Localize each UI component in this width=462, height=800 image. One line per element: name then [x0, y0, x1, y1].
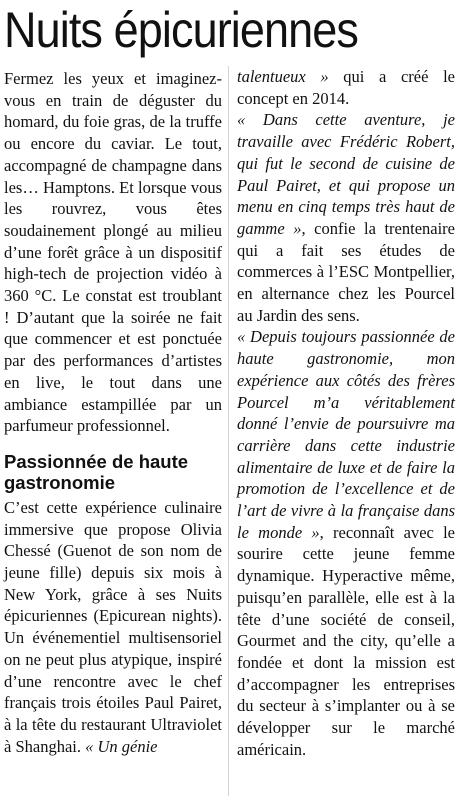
continued-paragraph — [237, 66, 455, 109]
continued-text: qui a créé le concept en 2014. — [237, 67, 455, 108]
headline: Nuits épicuriennes — [4, 2, 358, 58]
quote-start: « Un génie — [85, 736, 158, 756]
body-paragraph — [4, 497, 222, 757]
quote-chef: « Dans cette aventure, je travaille avec Frédéric Robert, qui fut le second de cuisine de Paul Pairet, et qui propose un menu en cinq temps très haut de gamme » — [237, 110, 455, 238]
right-column — [237, 66, 455, 761]
subheading: Passionnée de haute gastronomie — [4, 450, 189, 493]
left-column — [4, 68, 222, 757]
quote-continuation: talentueux » — [237, 67, 329, 86]
quote-passion: « Depuis toujours passionnée de haute gastronomie, mon expérience aux côtés des frères Pourcel m’a véritablement donné l’envie de poursuivre ma carrière dans cette industrie alimentaire de luxe et de faire la promotion de l’excellence et de l’art de vivre à la française dans le monde » — [237, 327, 455, 542]
quote-paragraph-1 — [237, 109, 455, 326]
quote-paragraph-2 — [237, 326, 455, 760]
body-paragraph-text: C’est cette expérience culinaire immersive que propose Olivia Chessé (Guenot de son nom de jeune fille) depuis six mois à New York, grâce à ses Nuits épicuriennes (Epicurean nights). Un événementiel multisensoriel on ne peut plus atypique, inspiré d’une rencontre avec le chef français trois étoiles Paul Pairet, à la tête du restaurant Ultraviolet à Shanghai. — [4, 497, 222, 756]
attribution-text-2: , reconnaît avec le sourire cette jeune femme dynamique. Hyperactive même, puisqu’en parallèle, elle est à la tête d’une société de conseil, Gourmet and the city, qu’elle a fondée et dont la mission est d’accompagner les entreprises du secteur à s’implanter ou à se développer sur le marché américain. — [237, 522, 455, 759]
attribution-text-1: , confie la trentenaire qui a fait ses études de commerces à l’ESC Montpellier, en alternance chez les Pourcel au Jardin des sens. — [237, 218, 456, 325]
intro-paragraph: Fermez les yeux et imaginez-vous en train de déguster du homard, du foie gras, de la truffe ou encore du caviar. Le tout, accompagné de champagne dans les… Hamptons. Et lorsque vous les rouvrez, vous êtes soudainement plongé au milieu d’une forêt grâce à un dispositif high-tech de projection vidéo à 360 °C. Le constat est troublant ! D’autant que la soirée ne fait que commencer et est ponctuée par des performances d’artistes en live, le tout dans une ambiance estampillée par un parfumeur professionnel. — [4, 69, 222, 436]
column-divider — [228, 66, 229, 796]
